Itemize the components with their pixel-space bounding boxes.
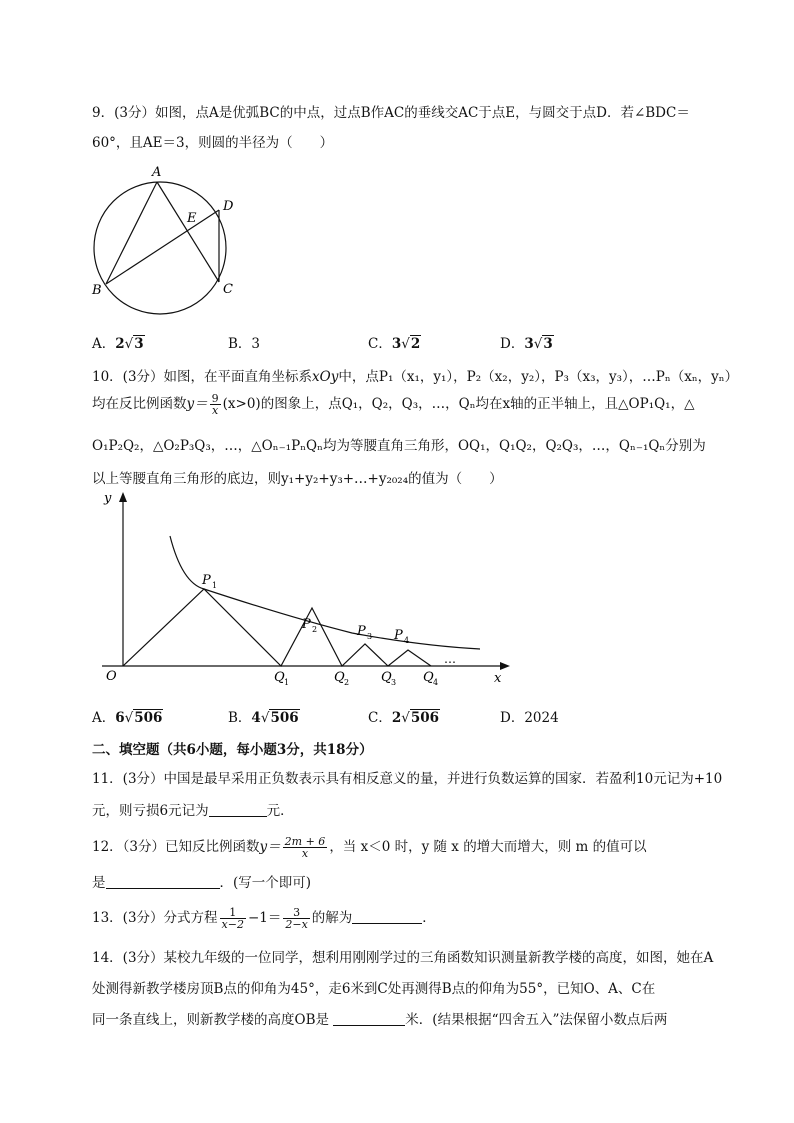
q9-label-A: A: [152, 165, 162, 180]
q9-label-C: C: [223, 282, 233, 297]
q9-line1: 9．(3分）如图，点A是优弧BC的中点，过点B作AC的垂线交AC于点E，与圆交于点D．若∠BDC＝: [92, 105, 690, 121]
q9-line2: 60°，且AE＝3，则圆的半径为（ ）: [92, 135, 334, 151]
q10-option-b[interactable]: B．4√506: [228, 710, 299, 726]
svg-text:3: 3: [391, 678, 397, 687]
section-2-heading: 二、填空题（共6小题，每小题3分，共18分）: [92, 742, 373, 758]
q10-line4: 以上等腰直角三角形的底边，则y₁+y₂+y₃+…+y₂₀₂₄的值为（ ）: [92, 471, 503, 487]
q13-answer-blank[interactable]: [352, 911, 422, 924]
q10-option-a[interactable]: A．6√506: [92, 710, 163, 726]
q10-origin-label: O: [106, 669, 117, 684]
q14-line2: 处测得新教学楼房顶B点的仰角为45°，走6米到C处再测得B点的仰角为55°，已知O、A、C在: [92, 981, 656, 997]
q10-label-p4: P: [394, 628, 403, 643]
q10-line2: 均在反比例函数y＝ $\frac{9}{x}$ (x>0)的图象上，点Q₁，Q₂，Q₃，…，Qₙ均在x轴的正半轴上，且△OP₁Q₁，△: [92, 392, 695, 417]
svg-text:1: 1: [212, 581, 218, 590]
q9-option-d[interactable]: D．3√3: [500, 336, 553, 352]
q9-option-c[interactable]: C．3√2: [368, 336, 421, 352]
q12-line1: 12．（3分）已知反比例函数y＝ $\frac{2m + 6}{x}$ ，当 x＜0 时，y 随 x 的增大而增大，则 m 的值可以: [92, 835, 647, 860]
q12-fraction: $\frac{2m + 6}{x}$: [284, 835, 326, 860]
q10-axis-x-label: x: [494, 671, 502, 686]
svg-text:3: 3: [367, 632, 373, 641]
q10-label-q3: Q: [381, 670, 392, 685]
q10-line3: O₁P₂Q₂，△O₂P₃Q₃，…，△Oₙ₋₁PₙQₙ均为等腰直角三角形，OQ₁，Q₁Q₂，Q₂Q₃，…，Qₙ₋₁Qₙ分别为: [92, 438, 706, 454]
q14-answer-blank[interactable]: [333, 1013, 405, 1026]
svg-text:4: 4: [433, 678, 439, 687]
q9-option-a[interactable]: A．2√3: [92, 336, 144, 352]
svg-text:1: 1: [284, 678, 290, 687]
q9-circle-figure: [88, 160, 248, 330]
svg-text:2: 2: [312, 625, 318, 634]
q14-line1: 14．(3分）某校九年级的一位同学，想利用刚刚学过的三角函数知识测量新教学楼的高度，如图，她在A: [92, 950, 714, 966]
q9-label-E: E: [187, 211, 197, 226]
q10-axis-y-label: y: [104, 491, 112, 506]
q13-fraction-right: $\frac{3}{2-x}$: [285, 906, 308, 931]
q10-label-q2: Q: [334, 670, 345, 685]
q10-label-q1: Q: [274, 670, 285, 685]
q13-line: 13．(3分）分式方程 $\frac{1}{x-2}$ −1＝ $\frac{3}{2-x}$ 的解为 ．: [92, 906, 436, 931]
svg-text:4: 4: [404, 636, 410, 645]
q10-ellipsis: …: [444, 652, 456, 666]
q11-answer-blank[interactable]: [209, 804, 267, 817]
q9-label-B: B: [92, 283, 102, 298]
q10-label-p3: P: [357, 624, 366, 639]
q10-option-c[interactable]: C．2√506: [368, 710, 440, 726]
q10-label-p1: P: [202, 573, 211, 588]
q10-fraction: $\frac{9}{x}$: [211, 392, 219, 417]
svg-text:2: 2: [344, 678, 350, 687]
q10-line1: 10．(3分）如图，在平面直角坐标系xOy中，点P₁（x₁，y₁），P₂（x₂，y₂），P₃（x₃，y₃），…Pₙ（xₙ，yₙ）: [92, 369, 739, 385]
q10-option-d[interactable]: D．2024: [500, 710, 559, 726]
q10-label-q4: Q: [423, 670, 434, 685]
q9-option-b[interactable]: B．3: [228, 336, 261, 352]
q14-line3: 同一条直线上，则新教学楼的高度OB是 米．(结果根据“四舍五入”法保留小数点后两: [92, 1012, 668, 1028]
q12-answer-blank[interactable]: [106, 876, 220, 889]
q11-line1: 11．(3分）中国是最早采用正负数表示具有相反意义的量，并进行负数运算的国家．若盈利10元记为+10: [92, 771, 723, 787]
q10-graph-figure: [92, 488, 522, 688]
q10-label-p2: P: [302, 617, 311, 632]
q11-line2: 元，则亏损6元记为 元．: [92, 803, 294, 819]
q13-fraction-left: $\frac{1}{x-2}$: [221, 906, 244, 931]
q9-label-D: D: [223, 199, 234, 214]
q12-line2: 是 ．(写一个即可): [92, 875, 312, 891]
